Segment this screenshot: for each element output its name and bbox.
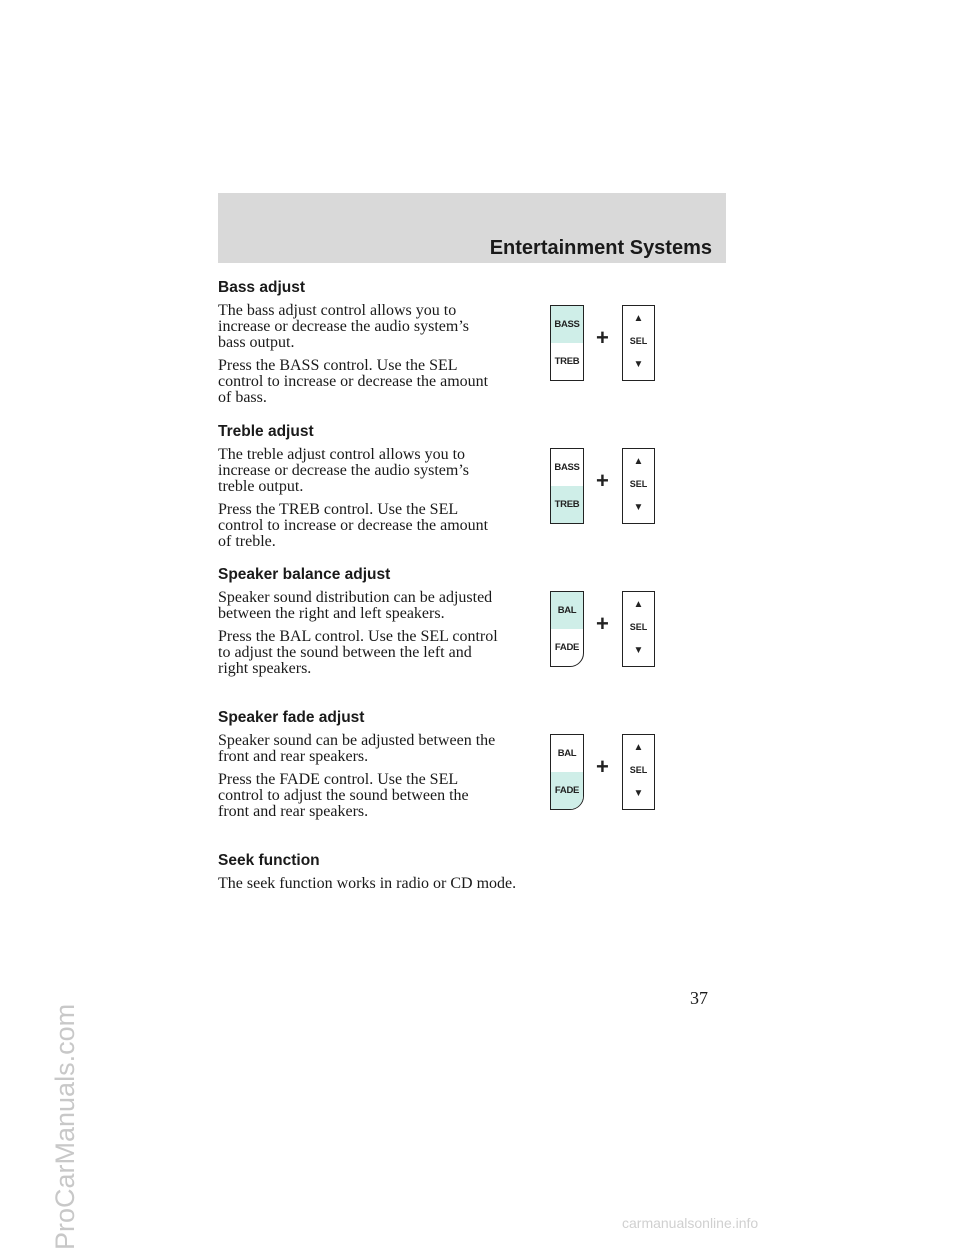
sel-label: SEL: [629, 336, 648, 346]
arrow-down-icon: ▼: [633, 359, 644, 370]
section-heading: Seek function: [218, 852, 320, 869]
paragraph: Press the BASS control. Use the SEL control to increase or decrease the amount of bass.: [218, 357, 489, 406]
section-treble-adjust: [218, 423, 498, 557]
arrow-up-icon: ▲: [633, 456, 644, 467]
diagram-fade: [550, 734, 656, 810]
paragraph: Press the TREB control. Use the SEL control to increase or decrease the amount of treble.: [218, 501, 489, 550]
sel-label: SEL: [629, 622, 648, 632]
fade-label: FADE: [554, 642, 580, 653]
treb-label: TREB: [554, 356, 580, 367]
sel-label: SEL: [629, 765, 648, 775]
paragraph: The treble adjust control allows you to increase or decrease the audio system’s treble output.: [218, 446, 470, 495]
arrow-down-icon: ▼: [633, 788, 644, 799]
bal-fade-button[interactable]: [550, 591, 584, 667]
bass-treb-button[interactable]: [550, 305, 584, 381]
section-heading: Bass adjust: [218, 279, 306, 296]
sel-label: SEL: [629, 479, 648, 489]
sel-button[interactable]: [622, 305, 655, 381]
section-heading: Treble adjust: [218, 423, 314, 440]
bass-label: BASS: [551, 306, 583, 343]
arrow-down-icon: ▼: [633, 502, 644, 513]
arrow-up-icon: ▲: [633, 313, 644, 324]
header-band: [218, 193, 726, 263]
treb-label: TREB: [551, 486, 583, 523]
plus-icon: +: [596, 325, 609, 350]
diagram-bass: [550, 305, 656, 381]
section-heading: Speaker fade adjust: [218, 709, 365, 726]
diagram-balance: [550, 591, 656, 667]
paragraph: The bass adjust control allows you to increase or decrease the audio system’s bass output.: [218, 302, 470, 351]
paragraph: The seek function works in radio or CD mode.: [218, 875, 517, 892]
diagram-treble: [550, 448, 656, 524]
arrow-up-icon: ▲: [633, 742, 644, 753]
arrow-down-icon: ▼: [633, 645, 644, 656]
bass-treb-button[interactable]: [550, 448, 584, 524]
plus-icon: +: [596, 611, 609, 636]
bass-label: BASS: [554, 462, 580, 473]
paragraph: Speaker sound distribution can be adjusted between the right and left speakers.: [218, 589, 493, 622]
section-speaker-balance: [218, 566, 498, 684]
bal-label: BAL: [551, 592, 583, 629]
bal-label: BAL: [557, 748, 577, 759]
section-seek-function: [218, 852, 618, 899]
sel-button[interactable]: [622, 591, 655, 667]
bal-fade-button[interactable]: [550, 734, 584, 810]
page-title: Entertainment Systems: [489, 237, 712, 259]
paragraph: Speaker sound can be adjusted between the front and rear speakers.: [218, 732, 496, 765]
plus-icon: +: [596, 468, 609, 493]
section-bass-adjust: [218, 279, 498, 413]
page-number: 37: [690, 988, 708, 1008]
watermark-text: ProCarManuals.com: [50, 1003, 80, 1250]
paragraph: Press the FADE control. Use the SEL control to adjust the sound between the front and rear speakers.: [218, 771, 469, 820]
paragraph: Press the BAL control. Use the SEL control to adjust the sound between the left and right speakers.: [218, 628, 498, 677]
footer-site: carmanualsonline.info: [622, 1215, 759, 1231]
watermark: [8, 520, 80, 1250]
arrow-up-icon: ▲: [633, 599, 644, 610]
plus-icon: +: [596, 754, 609, 779]
sel-button[interactable]: [622, 448, 655, 524]
sel-button[interactable]: [622, 734, 655, 810]
section-heading: Speaker balance adjust: [218, 566, 391, 583]
section-speaker-fade: [218, 709, 498, 827]
fade-label: FADE: [551, 772, 583, 809]
